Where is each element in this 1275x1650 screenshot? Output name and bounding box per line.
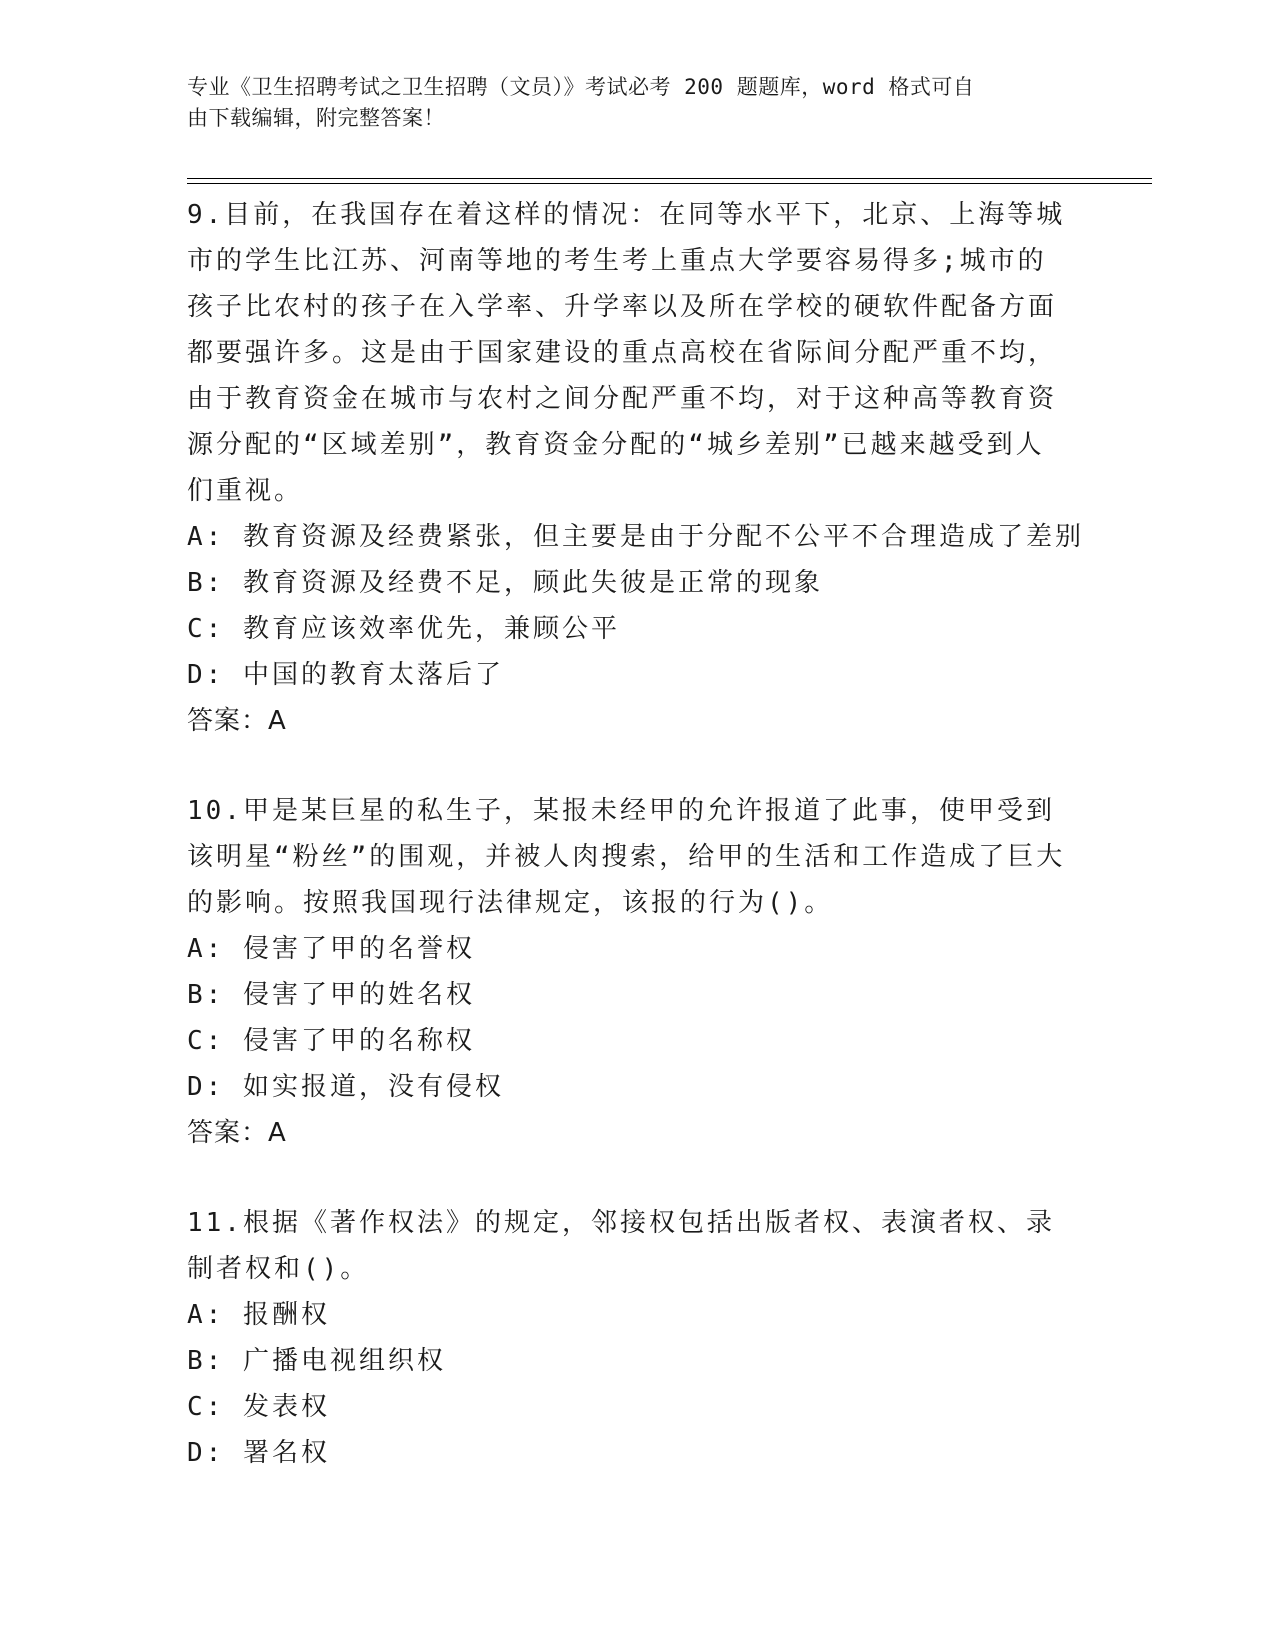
question-11 [187,1200,1067,1476]
question-text: 11.根据《著作权法》的规定，邻接权包括出版者权、表演者权、录制者权和()。 [187,1208,1055,1284]
option-d: D: 如实报道，没有侵权 [187,1072,504,1102]
option-d: D: 署名权 [187,1438,330,1468]
header-divider-top [187,178,1152,179]
option-a: A: 报酬权 [187,1300,330,1330]
question-text: 10.甲是某巨星的私生子，某报未经甲的允许报道了此事，使甲受到该明星“粉丝”的围观，并被人肉搜索，给甲的生活和工作造成了巨大的影响。按照我国现行法律规定，该报的行为()。 [187,796,1066,918]
document-header [187,72,1067,134]
option-b: B: 教育资源及经费不足，顾此失彼是正常的现象 [187,568,823,598]
answer-label: 答案：A [187,1118,287,1148]
option-c: C: 教育应该效率优先，兼顾公平 [187,614,620,644]
header-line-1: 专业《卫生招聘考试之卫生招聘（文员）》考试必考 200 题题库，word 格式可自 [187,75,975,99]
option-c: C: 发表权 [187,1392,330,1422]
question-list [187,192,1084,1520]
header-line-2: 由下载编辑，附完整答案！ [187,106,445,130]
option-d: D: 中国的教育太落后了 [187,660,504,690]
option-b: B: 广播电视组织权 [187,1346,446,1376]
option-c: C: 侵害了甲的名称权 [187,1026,475,1056]
header-divider-bottom [187,183,1152,184]
option-a: A: 侵害了甲的名誉权 [187,934,475,964]
question-9 [187,192,1084,744]
question-text: 9.目前，在我国存在着这样的情况：在同等水平下，北京、上海等城市的学生比江苏、河南等地的考生考上重点大学要容易得多;城市的孩子比农村的孩子在入学率、升学率以及所在学校的硬软件配备方面都要强许多。这是由于国家建设的重点高校在省际间分配严重不均，由于教育资金在城市与农村之间分配严重不均，对于这种高等教育资源分配的“区域差别”，教育资金分配的“城乡差别”已越来越受到人们重视。 [187,200,1066,506]
question-10 [187,788,1067,1156]
answer-label: 答案：A [187,706,287,736]
option-a: A: 教育资源及经费紧张，但主要是由于分配不公平不合理造成了差别 [187,522,1084,552]
option-b: B: 侵害了甲的姓名权 [187,980,475,1010]
